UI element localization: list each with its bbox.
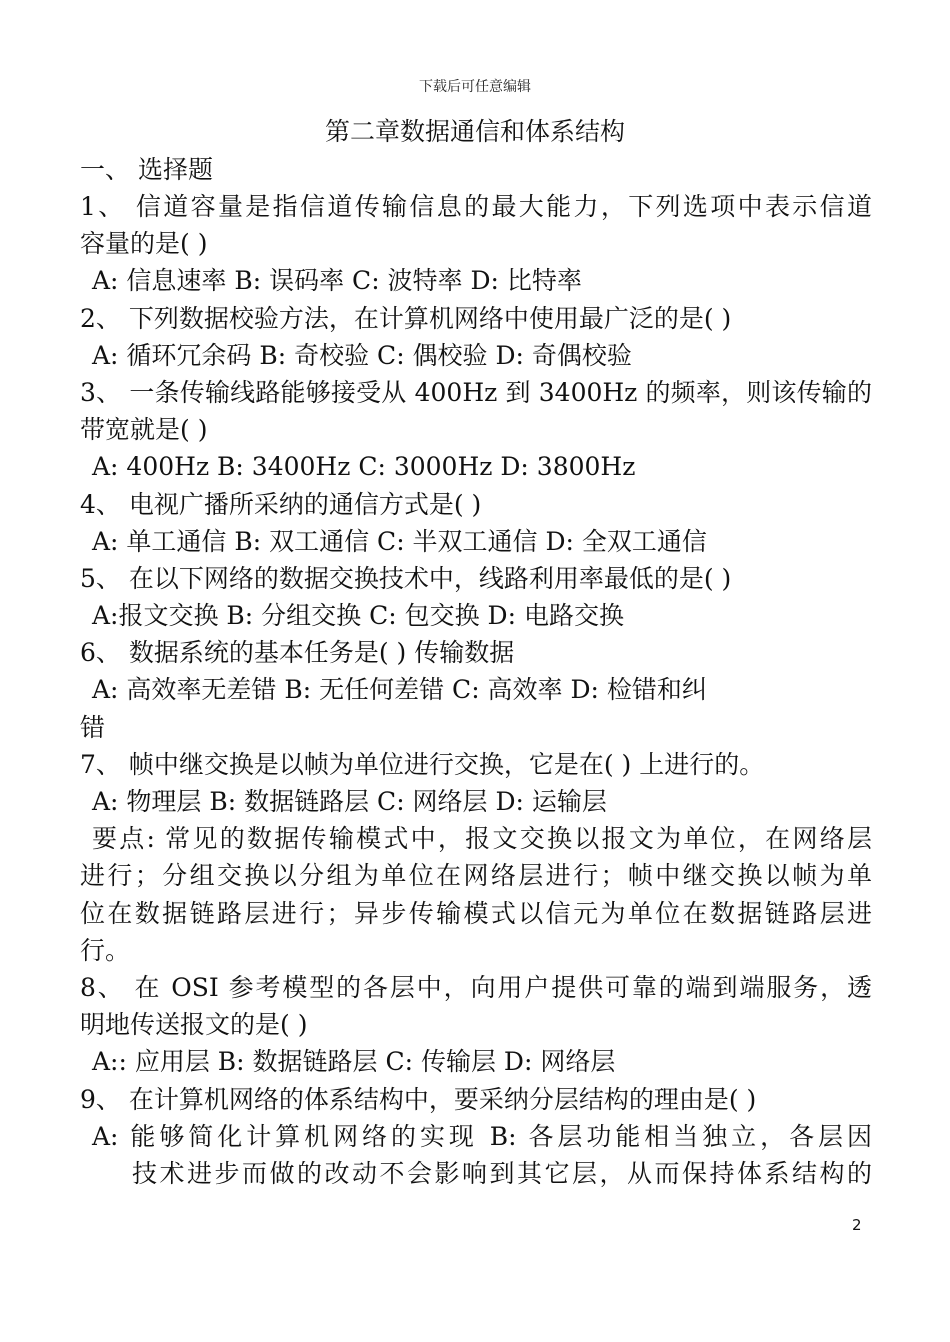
text-line: A: 物理层 B: 数据链路层 C: 网络层 D: 运输层	[92, 787, 607, 816]
text-line: A: 能够简化计算机网络的实现 B: 各层功能相当独立，各层因	[92, 1121, 872, 1151]
chapter-title: 第二章数据通信和体系结构	[324, 117, 625, 146]
text-line: 容量的是( )	[80, 229, 208, 259]
text-line: 3、 一条传输线路能够接受从 400Hz 到 3400Hz 的频率，则该传输的	[80, 377, 872, 407]
text-line: A: 循环冗余码 B: 奇校验 C: 偶校验 D: 奇偶校验	[92, 340, 632, 370]
text-line: A:报文交换 B: 分组交换 C: 包交换 D: 电路交换	[92, 601, 624, 631]
text-line: 位在数据链路层进行；异步传输模式以信元为单位在数据链路层进	[80, 898, 872, 928]
text-line: 明地传送报文的是( )	[80, 1010, 308, 1040]
question-list	[80, 188, 872, 1192]
text-line: 1、 信道容量是指信道传输信息的最大能力，下列选项中表示信道	[80, 192, 872, 221]
text-line: 5、 在以下网络的数据交换技术中，线路利用率最低的是( )	[80, 563, 732, 593]
text-line: 8、 在 OSI 参考模型的各层中，向用户提供可靠的端到端服务，透	[80, 972, 872, 1002]
text-line: 要点: 常见的数据传输模式中，报文交换以报文为单位，在网络层	[92, 824, 872, 854]
text-line: 技术进步而做的改动不会影响到其它层，从而保持体系结构的	[132, 1158, 872, 1188]
text-line: 9、 在计算机网络的体系结构中，要采纳分层结构的理由是( )	[80, 1084, 757, 1114]
text-line: 4、 电视广播所采纳的通信方式是( )	[80, 489, 482, 519]
text-line: A: 信息速率 B: 误码率 C: 波特率 D: 比特率	[92, 266, 582, 296]
text-line: 行。	[80, 935, 131, 965]
text-line: 错	[80, 712, 106, 742]
page-header: 下载后可任意编辑	[419, 79, 531, 95]
section-heading: 一、 选择题	[80, 155, 213, 184]
text-line: A:: 应用层 B: 数据链路层 C: 传输层 D: 网络层	[92, 1047, 616, 1077]
text-line: 6、 数据系统的基本任务是( ) 传输数据	[80, 638, 515, 668]
text-line: A: 400Hz B: 3400Hz C: 3000Hz D: 3800Hz	[92, 452, 636, 482]
text-line: 进行；分组交换以分组为单位在网络层进行；帧中继交换以帧为单	[80, 861, 872, 891]
text-line: 带宽就是( )	[80, 415, 208, 445]
text-line: A: 高效率无差错 B: 无任何差错 C: 高效率 D: 检错和纠	[92, 675, 707, 705]
page-number: 2	[852, 1216, 862, 1234]
text-line: A: 单工通信 B: 双工通信 C: 半双工通信 D: 全双工通信	[92, 526, 707, 556]
text-line: 2、 下列数据校验方法，在计算机网络中使用最广泛的是( )	[80, 303, 732, 333]
text-line: 7、 帧中继交换是以帧为单位进行交换，它是在( ) 上进行的。	[80, 749, 765, 779]
